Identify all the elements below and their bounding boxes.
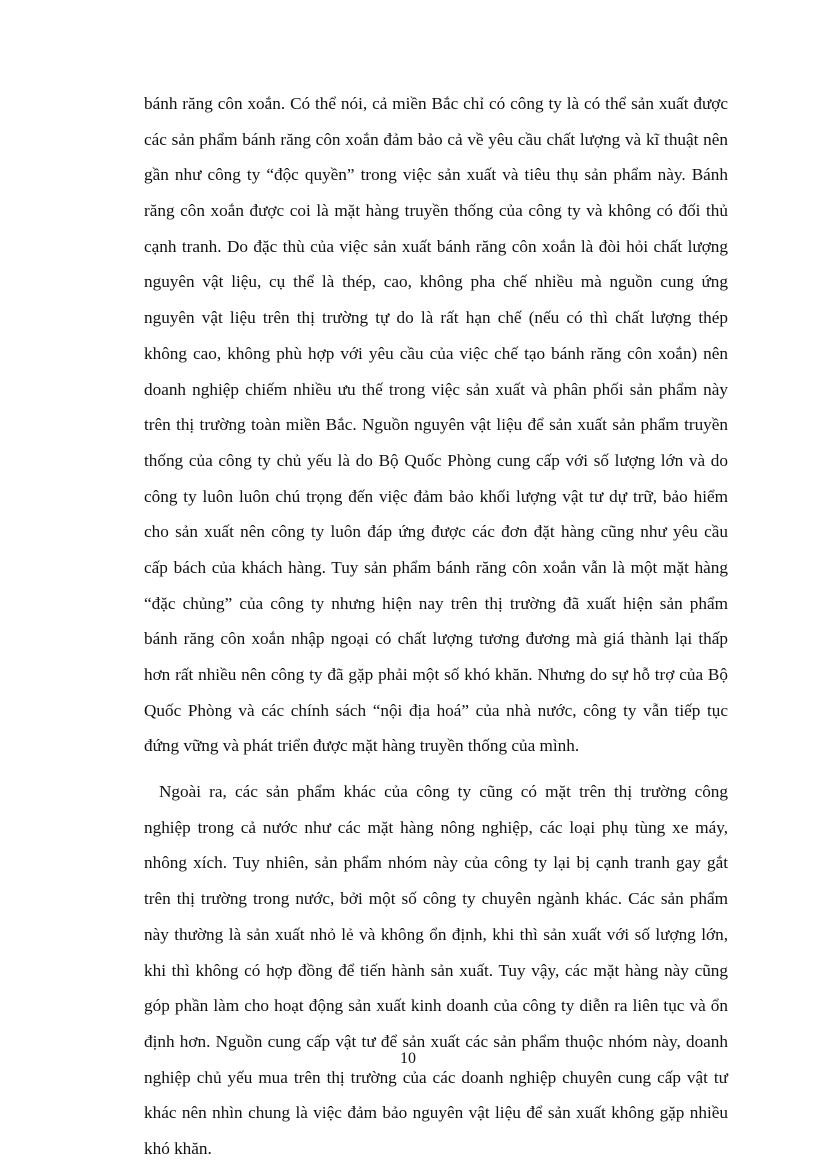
text-line: khác nên nhìn chung là việc đảm bảo nguyên vật liệu để sản xuất không gặp nhiều [144, 1103, 728, 1123]
body-text [144, 86, 728, 1167]
text-line: cạnh tranh. Do đặc thù của việc sản xuất bánh răng côn xoắn là đòi hỏi chất lượng [144, 236, 728, 256]
paragraph [144, 774, 728, 1167]
paragraph [144, 86, 728, 764]
text-line: bánh răng côn xoắn. Có thể nói, cả miền Bắc chỉ có công ty là có thể sản xuất được [144, 94, 728, 113]
text-line: định hơn. Nguồn cung cấp vật tư để sản xuất các sản phẩm thuộc nhóm này, doanh [144, 1031, 728, 1051]
text-line: bánh răng côn xoắn nhập ngoại có chất lượng tương đương mà giá thành lại thấp [144, 629, 728, 649]
text-line: nguyên vật liệu trên thị trường tự do là rất hạn chế (nếu có thì chất lượng thép [144, 308, 728, 328]
text-line: “đặc chủng” của công ty nhưng hiện nay trên thị trường đã xuất hiện sản phẩm [144, 593, 728, 613]
text-line: cho sản xuất nên công ty luôn đáp ứng được các đơn đặt hàng cũng như yêu cầu [144, 522, 728, 542]
text-line: gần như công ty “độc quyền” trong việc sản xuất và tiêu thụ sản phẩm này. Bánh [144, 165, 728, 185]
text-line: doanh nghiệp chiếm nhiều ưu thế trong việc sản xuất và phân phối sản phẩm này [144, 379, 728, 399]
text-line: trên thị trường toàn miền Bắc. Nguồn nguyên vật liệu để sản xuất sản phẩm truyền [144, 415, 728, 435]
text-line: hơn rất nhiều nên công ty đã gặp phải một số khó khăn. Nhưng do sự hỗ trợ của Bộ [144, 665, 728, 684]
paragraph-gap [144, 764, 728, 774]
text-line: công ty luôn luôn chú trọng đến việc đảm bảo khối lượng vật tư dự trữ, bảo hiểm [144, 486, 728, 506]
text-line: Quốc Phòng và các chính sách “nội địa hoá” của nhà nước, công ty vẫn tiếp tục [144, 700, 728, 720]
text-line: nghiệp chủ yếu mua trên thị trường của các doanh nghiệp chuyên cung cấp vật tư [144, 1067, 728, 1087]
text-line: không cao, không phù hợp với yêu cầu của việc chế tạo bánh răng côn xoắn) nên [144, 343, 728, 363]
text-line: đứng vững và phát triển được mặt hàng truyền thống của mình. [144, 736, 580, 756]
text-line: nhông xích. Tuy nhiên, sản phẩm nhóm này của công ty lại bị cạnh tranh gay gắt [144, 853, 728, 873]
text-line: khó khăn. [144, 1138, 212, 1158]
text-line: này thường là sản xuất nhỏ lẻ và không ổn định, khi thì sản xuất với số lượng lớn, [144, 924, 728, 944]
text-line: các sản phẩm bánh răng côn xoắn đảm bảo cả về yêu cầu chất lượng và kĩ thuật nên [144, 129, 728, 149]
text-line: trên thị trường trong nước, bởi một số công ty chuyên ngành khác. Các sản phẩm [144, 889, 728, 909]
text-line: nghiệp trong cả nước như các mặt hàng nông nghiệp, các loại phụ tùng xe máy, [144, 817, 728, 837]
text-line: thống của công ty chủ yếu là do Bộ Quốc Phòng cung cấp với số lượng lớn và do [144, 450, 728, 470]
text-line: nguyên vật liệu, cụ thể là thép, cao, không pha chế nhiều mà nguồn cung ứng [144, 272, 728, 292]
text-line: Ngoài ra, các sản phẩm khác của công ty cũng có mặt trên thị trường công [159, 782, 728, 802]
page-number: 10 [400, 1050, 416, 1067]
text-line: răng côn xoắn được coi là mặt hàng truyền thống của công ty và không có đối thủ [144, 201, 728, 221]
text-line: cấp bách của khách hàng. Tuy sản phẩm bánh răng côn xoắn vẫn là một mặt hàng [144, 557, 728, 577]
text-line: khi thì không có hợp đồng để tiến hành sản xuất. Tuy vậy, các mặt hàng này cũng [144, 960, 728, 980]
text-line: góp phần làm cho hoạt động sản xuất kinh doanh của công ty diễn ra liên tục và ổn [144, 996, 728, 1016]
